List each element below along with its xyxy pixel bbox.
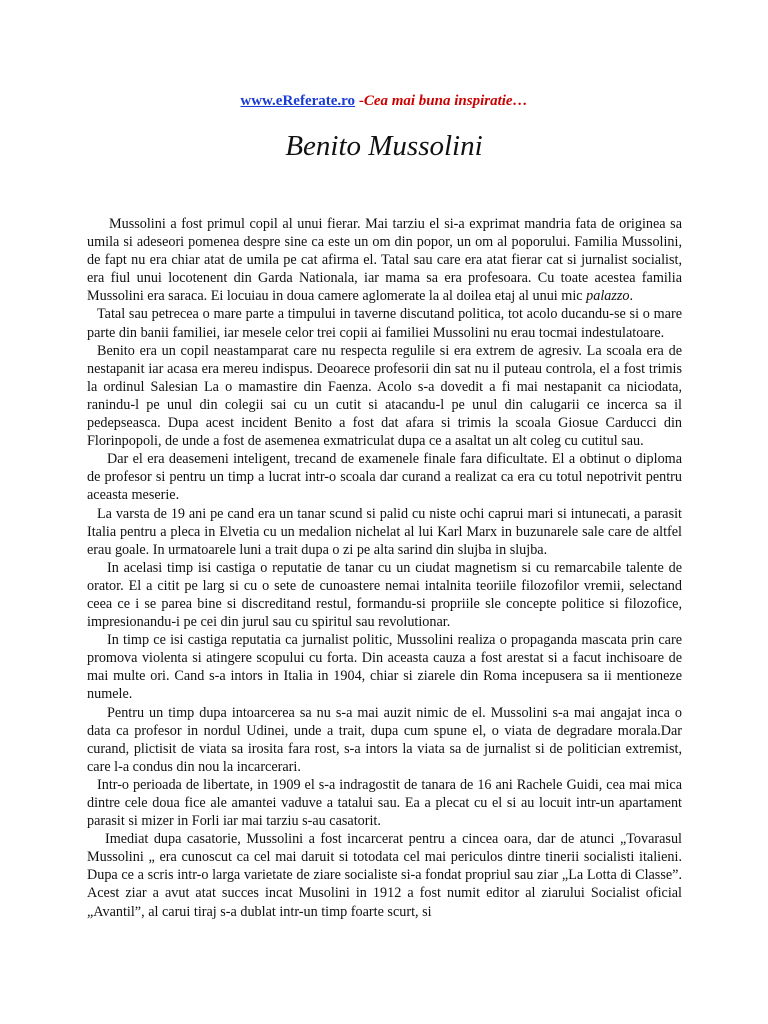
paragraph: La varsta de 19 ani pe cand era un tanar scund si palid cu niste ochi caprui mari si intunecati, a parasit Italia pentru a pleca in Elvetia cu un medalion nichelat al lui Karl Marx in buzunarele sale care de altfel erau goale. In urmatoarele luni a trait dupa o zi pe alta sarind din slujba in slujba. <box>87 505 682 558</box>
paragraph: Dar el era deasemeni inteligent, trecand de examenele finale fara dificultate. El a obtinut o diploma de profesor si pentru un timp a lucrat intr-o scoala dar curand a realizat ca era cu totul nepotrivit pentru aceasta meserie. <box>87 451 682 504</box>
paragraph: Mussolini a fost primul copil al unui fierar. Mai tarziu el si-a exprimat mandria fata de originea sa umila si adeseori pomenea despre sine ca este un om din popor, un om al poporului. Familia Mussolini, de fapt nu era chiar atat de umila pe cat afirma el. Tatal sau care era atat fierar cat si jurnalist socialist, era fiul unui locotenent din Garda Nationala, iar mama sa era profesoara. Cu toate acestea familia Mussolini era saraca. Ei locuiau in doua camere aglomerate la al doilea etaj al unui mic palazzo. <box>87 216 682 305</box>
document-body <box>87 215 682 921</box>
paragraph: In acelasi timp isi castiga o reputatie de tanar cu un ciudat magnetism si cu remarcabile talente de orator. El a citit pe larg si cu o sete de cunoastere nemai intalnita teoriile filozofilor vremii, selectand ceea ce i se parea bine si discreditand restul, formandu-si propriile sle concepte politice si filozofice, impresionandu-i pe cei din jurul sau cu spiritul sau revolutionar. <box>87 559 682 631</box>
emphasis-word: palazzo <box>586 288 630 305</box>
paragraph: Intr-o perioada de libertate, in 1909 el s-a indragostit de tanara de 16 ani Rachele Guidi, cea mai mica dintre cele doua fice ale amantei vaduve a tatalui sau. Ea a plecat cu el si au locuit intr-un apartament parasit si mizer in Forli iar mai tarziu s-au casatorit. <box>87 776 682 830</box>
paragraph: Pentru un timp dupa intoarcerea sa nu s-a mai auzit nimic de el. Mussolini s-a mai angajat inca o data ca profesor in nordul Udinei, unde a trait, dupa cum spune el, o viata de degradare morala.Dar curand, plictisit de viata sa irosita fara rost, s-a intors la viata sa de jurnalist si de politician extremist, care l-a condus din nou la incarcerari. <box>87 704 682 775</box>
header-separator: - <box>355 93 364 109</box>
document-title: Benito Mussolini <box>285 130 483 162</box>
paragraph: Tatal sau petrecea o mare parte a timpului in taverne discutand politica, tot acolo ducandu-se si o mare parte din banii familiei, iar mesele celor trei copii ai familiei Mussolini nu erau tocmai indestulatoare. <box>87 306 682 341</box>
paragraph: Benito era un copil neastamparat care nu respecta regulile si era extrem de agresiv. La scoala era de nestapanit iar acasa era mereu indispus. Deoarece profesorii din sat nu il puteau controla, el a fost trimis la ordinul Salesian La o mamastire din Faenza. Acolo s-a dovedit a fi mai nestapanit ca niciodata, ranindu-l pe unul din colegii sai cu un cutit si atacandu-l pe unul din calugarii ce incerca sa il pedepseasca. Dupa acest incident Benito a fost dat afara si trimis la scoala Giosue Carducci din Florinpopoli, de unde a fost de asemenea exmatriculat dupa ce a asaltat un alt coleg cu cutitul sau. <box>87 342 682 450</box>
site-tagline: Cea mai buna inspiratie… <box>363 93 528 109</box>
paragraph: Imediat dupa casatorie, Mussolini a fost incarcerat pentru a cincea oara, dar de atunci „Tovarasul Mussolini „ era cunoscut ca cel mai daruit si totodata cel mai periculos dintre tinerii socialisti italieni. Dupa ce a scris intr-o larga varietate de ziare socialiste si-a fondat propriul sau ziar „La Lotta di Classe”. Acest ziar a avut atat succes incat Musolini in 1912 a fost numit editor al ziarului Socialist oficial „Avantil”, al carui tiraj s-a dublat intr-un timp foarte scurt, si <box>87 831 682 920</box>
site-header <box>0 93 768 110</box>
paragraph: In timp ce isi castiga reputatia ca jurnalist politic, Mussolini realiza o propaganda mascata prin care promova violenta si atingere scopului cu forta. Din aceasta cauza a fost arestat si a facut inchisoare de mai multe ori. Cand s-a intors in Italia in 1904, chiar si ziarele din Roma incepusera sa ii mentioneze numele. <box>87 632 682 703</box>
site-link[interactable]: www.eReferate.ro <box>240 93 356 109</box>
